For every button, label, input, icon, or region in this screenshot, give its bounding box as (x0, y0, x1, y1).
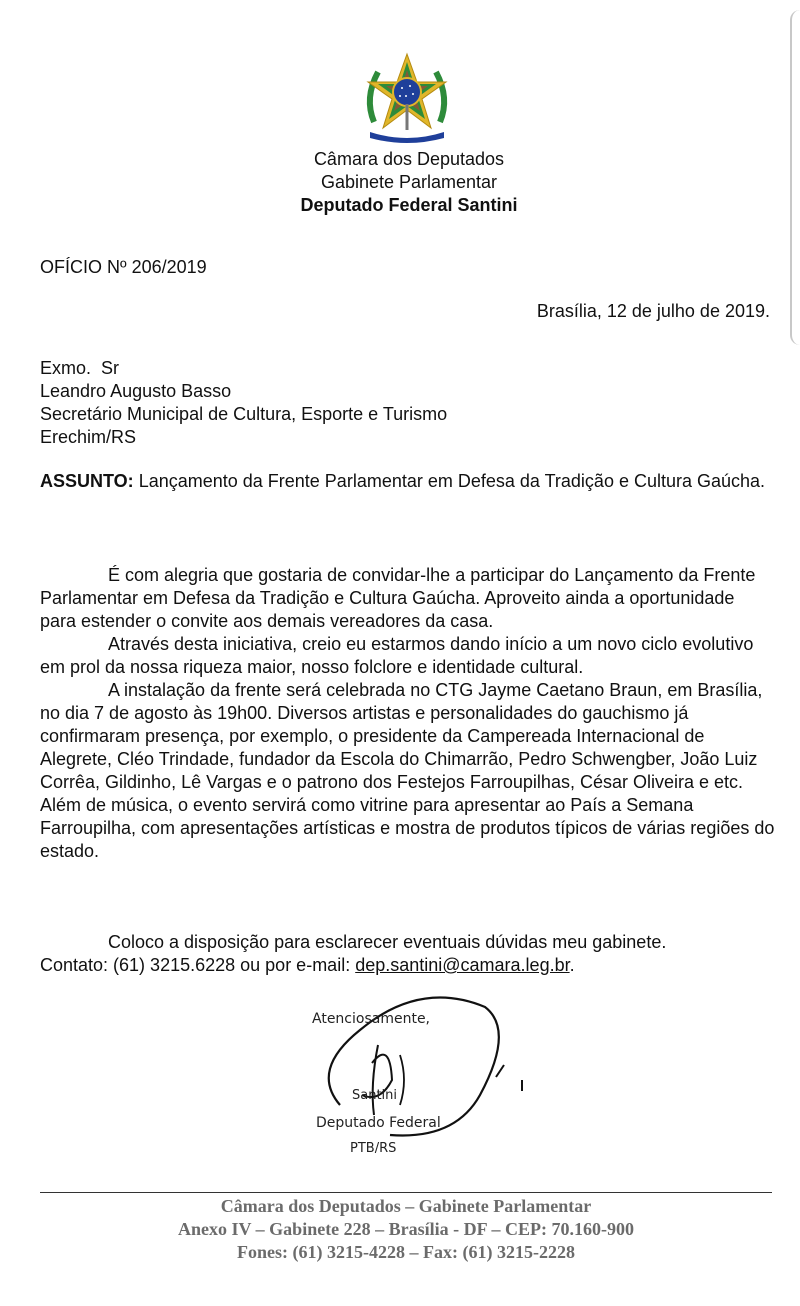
contact-suffix: . (569, 955, 575, 975)
footer-line-1: Câmara dos Deputados – Gabinete Parlamentar (220, 1196, 592, 1216)
recipient-name: Leandro Augusto Basso (40, 381, 232, 401)
footer (0, 1195, 800, 1264)
letterhead-deputy: Deputado Federal Santini (300, 195, 518, 215)
email-link[interactable]: dep.santini@camara.leg.br (355, 955, 570, 975)
signature-greeting: Atenciosamente, (312, 1011, 431, 1027)
closing-line: Coloco a disposição para esclarecer eventuais dúvidas meu gabinete. (108, 932, 667, 952)
body-paragraph-1: É com alegria que gostaria de convidar-lhe a participar do Lançamento da Frente Parlamentar em Defesa da Tradição e Cultura Gaúcha. Aproveito ainda a oportunidade para estender o convite aos demais vereadores da casa. (40, 565, 756, 631)
body-paragraph-4: Além de música, o evento servirá como vitrine para apresentar ao País a Semana Farroupilha, com apresentações artísticas e mostra de produtos típicos de várias regiões do estado. (40, 795, 775, 861)
letter-body (40, 564, 775, 863)
signature-party: PTB/RS (350, 1141, 397, 1156)
body-paragraph-2: Através desta iniciativa, creio eu estarmos dando início a um novo ciclo evolutivo em prol da nossa riqueza maior, nosso folclore e identidade cultural. (40, 634, 754, 677)
recipient-city: Erechim/RS (40, 427, 137, 447)
recipient-title: Secretário Municipal de Cultura, Esporte e Turismo (40, 404, 448, 424)
contact-prefix: Contato: (61) 3215.6228 ou por e-mail: (40, 955, 356, 975)
letterhead-chamber: Câmara dos Deputados (313, 149, 505, 169)
subject-text: Lançamento da Frente Parlamentar em Defesa da Tradição e Cultura Gaúcha. (133, 471, 766, 491)
closing-block (40, 931, 775, 977)
signature-role: Deputado Federal (316, 1115, 441, 1131)
document-reference: OFÍCIO Nº 206/2019 (40, 257, 207, 277)
recipient-salutation: Exmo. Sr (40, 358, 120, 378)
footer-line-3: Fones: (61) 3215-4228 – Fax: (61) 3215-2228 (237, 1242, 575, 1262)
letterhead (0, 148, 800, 217)
document-date: Brasília, 12 de julho de 2019. (536, 301, 770, 321)
letterhead-office: Gabinete Parlamentar (320, 172, 498, 192)
body-paragraph-3: A instalação da frente será celebrada no CTG Jayme Caetano Braun, em Brasília, no dia 7 de agosto às 19h00. Diversos artistas e personalidades do gauchismo já confirmaram presença, por exemplo, o presidente da Campereada Internacional de Alegrete, Cléo Trindade, fundador da Escola do Chimarrão, Pedro Schwengber, João Luiz Corrêa, Gildinho, Lê Vargas e o patrono dos Festejos Farroupilhas, César Oliveira e etc. (40, 680, 763, 792)
subject-line (40, 470, 775, 493)
footer-divider (40, 1192, 772, 1193)
subject-label: ASSUNTO: (40, 471, 134, 491)
contact-line (40, 954, 775, 977)
coat-of-arms-brazil-icon (360, 52, 454, 146)
footer-line-2: Anexo IV – Gabinete 228 – Brasília - DF – CEP: 70.160-900 (178, 1219, 634, 1239)
signature-name: Santini (352, 1088, 398, 1103)
recipient-block (40, 357, 447, 449)
